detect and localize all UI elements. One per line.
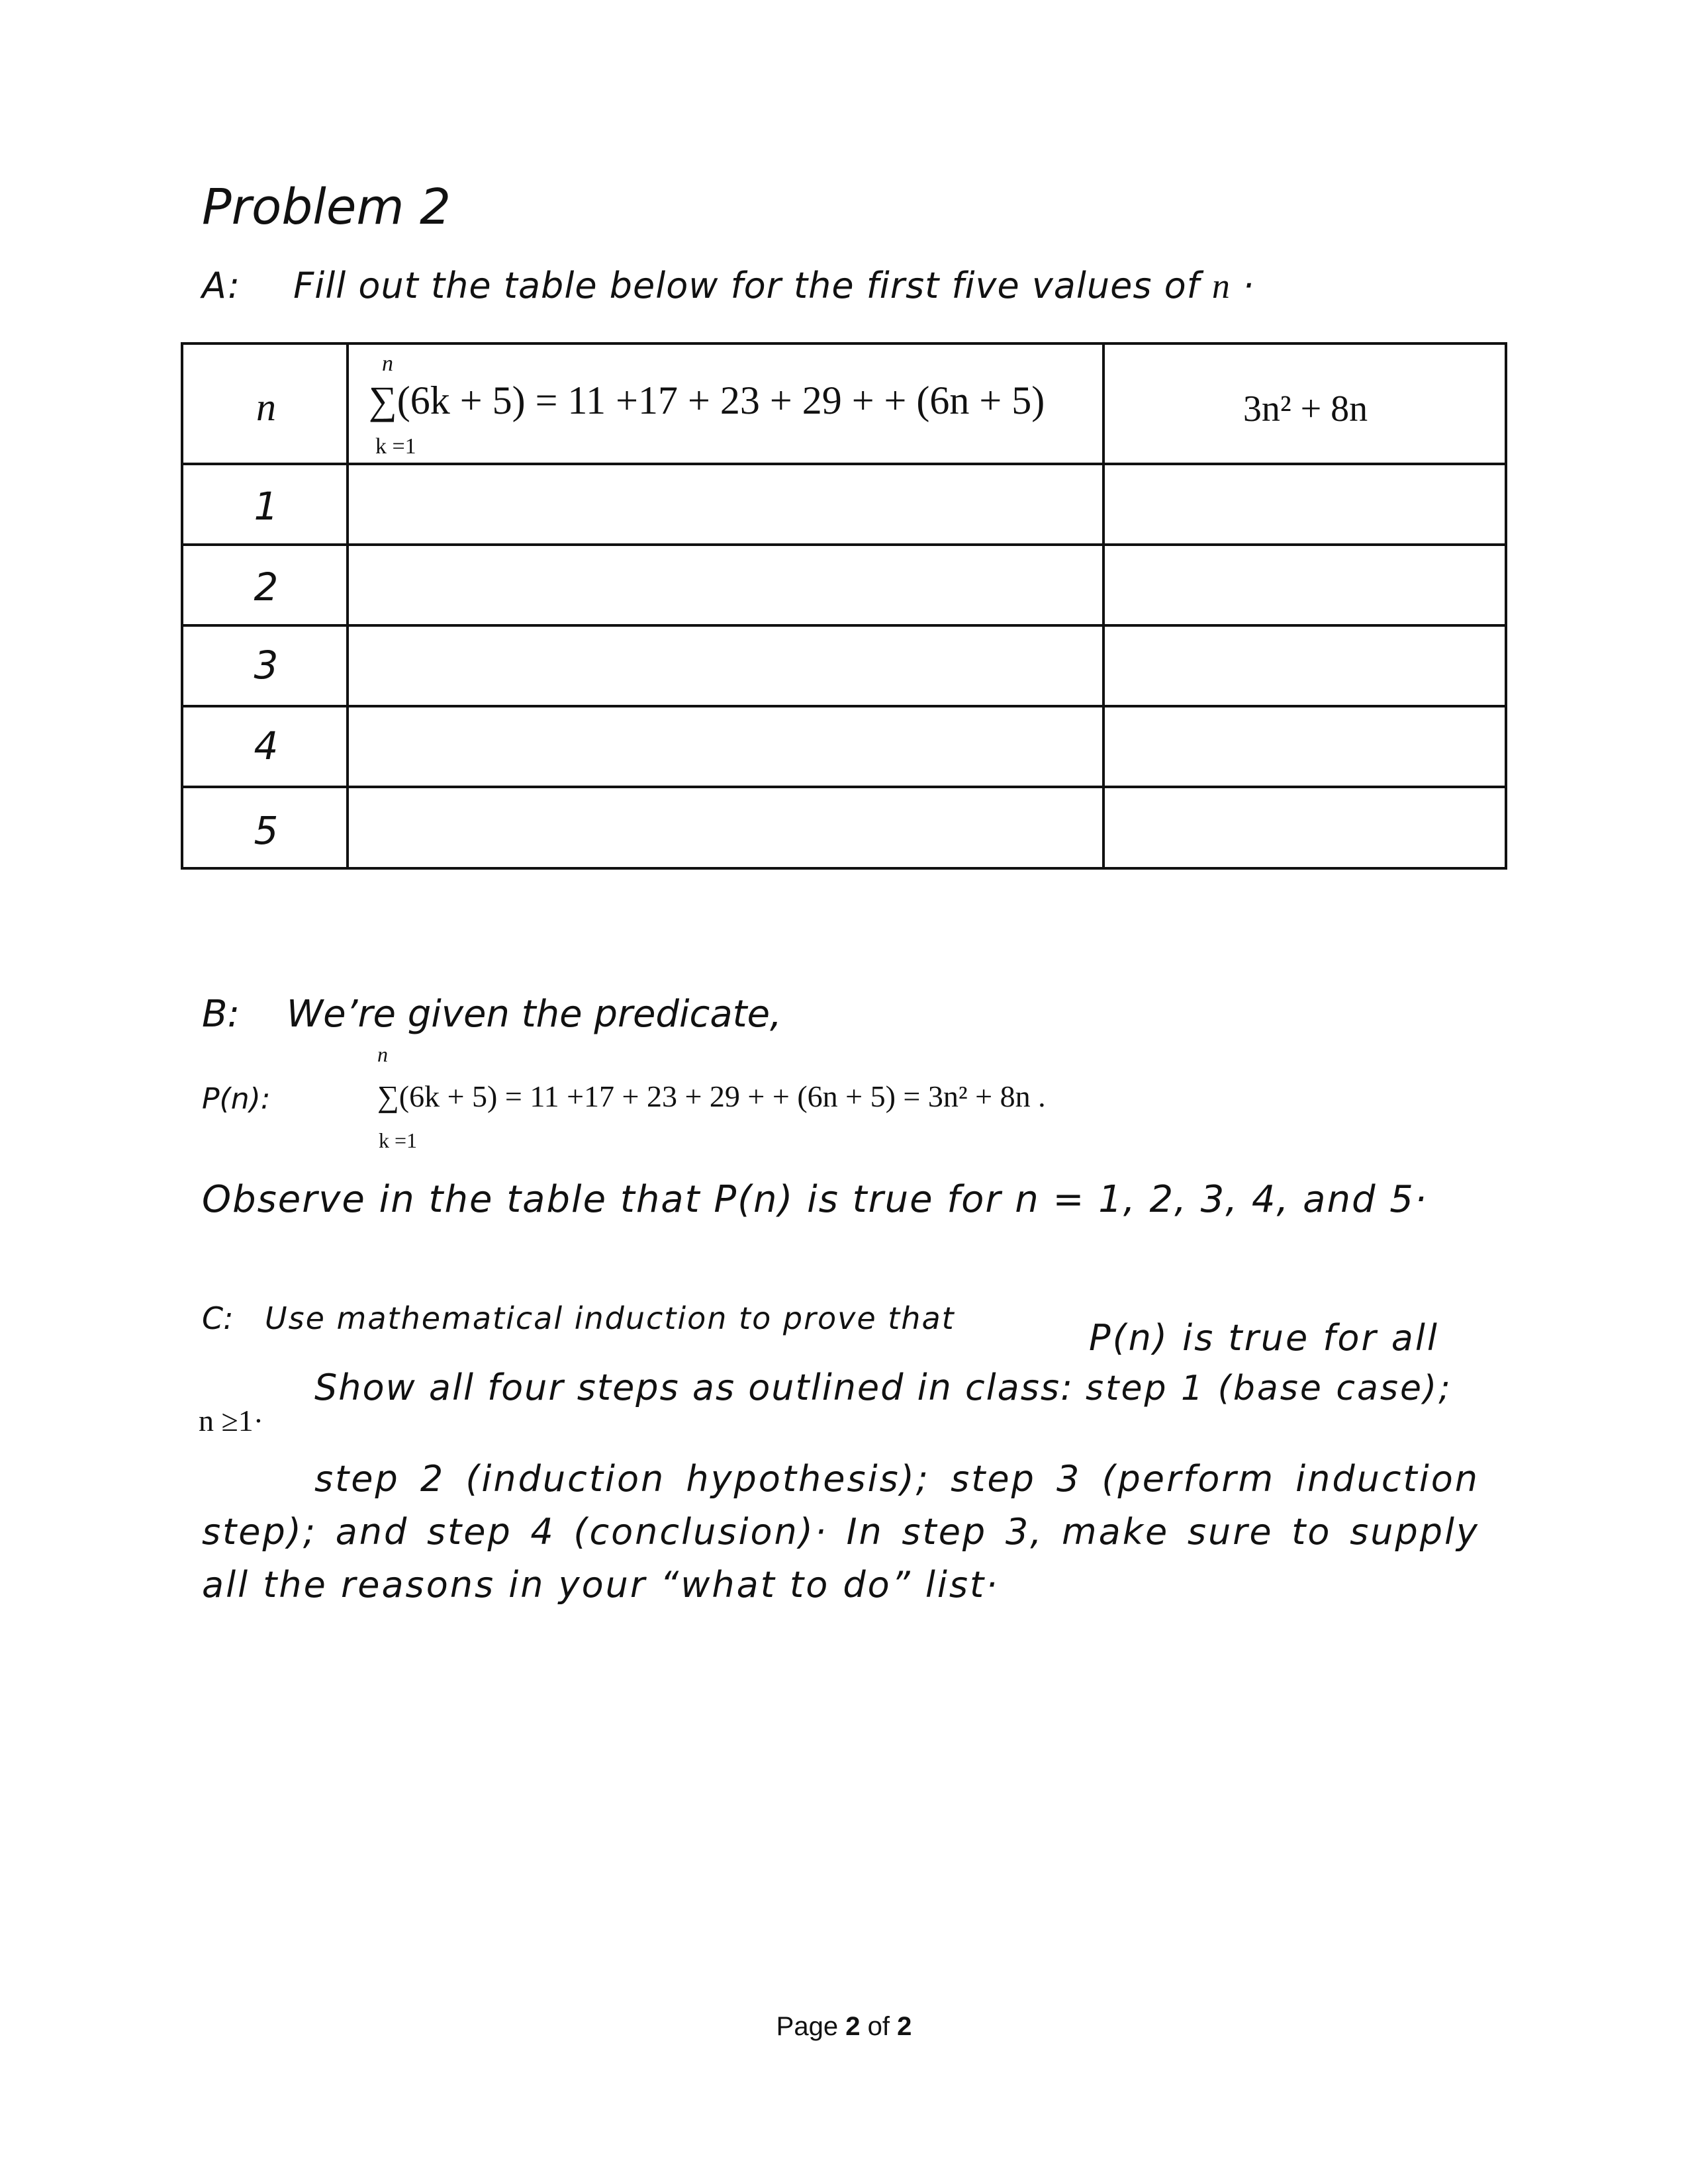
page-title: Problem 2 (202, 179, 451, 236)
part-c-label: C: (202, 1300, 234, 1336)
predicate-upper-limit: n (377, 1042, 388, 1066)
part-b-label: B: (202, 993, 240, 1036)
predicate-expression: ∑(6k + 5) = 11 +17 + 23 + 29 + + (6n + 5) = 3n² + 8n . (377, 1079, 1046, 1113)
part-c-right1: P(n) is true for all (1089, 1317, 1439, 1359)
sum-lower-limit: k =1 (375, 434, 416, 459)
table-row-n: 2 (254, 565, 279, 610)
page-footer (0, 2012, 1688, 2042)
observe-text: Observe in the table that P(n) is true for n = 1, 2, 3, 4, and 5· (202, 1178, 1428, 1221)
part-a-instruction (202, 265, 1254, 306)
table-divider (183, 786, 1505, 788)
part-c-condition: n ≥1· (199, 1404, 264, 1437)
predicate-label: P(n): (202, 1082, 271, 1116)
table-header-formula: 3n² + 8n (1243, 388, 1368, 430)
part-a-end: · (1243, 265, 1255, 306)
table-header-sum (362, 345, 1110, 464)
predicate-lower-limit: k =1 (379, 1128, 418, 1152)
table-divider (183, 705, 1505, 707)
values-table (181, 342, 1507, 870)
part-c-line2: Show all four steps as outlined in class: (314, 1367, 1074, 1408)
table-row-n: 3 (254, 643, 279, 688)
table-row-n: 1 (254, 484, 279, 529)
part-c-line1: Use mathematical induction to prove that (265, 1300, 955, 1336)
table-divider (183, 543, 1505, 546)
footer-prefix: Page (776, 2012, 839, 2041)
sum-upper-limit: n (382, 351, 393, 376)
part-a-var: n (1211, 266, 1231, 306)
part-c-paragraph: step 2 (induction hypothesis); step 3 (perform induction step); and step 4 (conclusion)· In step 3, make sure to supply all the reasons in your “what to do” list· (202, 1458, 1479, 1606)
part-a-label: A: (202, 265, 241, 306)
footer-page: 2 (845, 2012, 861, 2041)
table-row-n: 4 (254, 723, 279, 768)
footer-total: 2 (897, 2012, 912, 2041)
part-a-text: Fill out the table below for the first five values of (293, 265, 1200, 306)
sum-expression: ∑(6k + 5) = 11 +17 + 23 + 29 + + (6n + 5) (369, 379, 1045, 422)
part-b-instruction (202, 993, 782, 1036)
part-c-right2: step 1 (base case); (1086, 1369, 1452, 1408)
part-b-text: We’re given the predicate, (286, 993, 782, 1036)
table-divider (183, 624, 1505, 627)
table-header-n: n (256, 385, 276, 429)
table-row-n: 5 (254, 808, 279, 853)
footer-of: of (867, 2012, 890, 2041)
